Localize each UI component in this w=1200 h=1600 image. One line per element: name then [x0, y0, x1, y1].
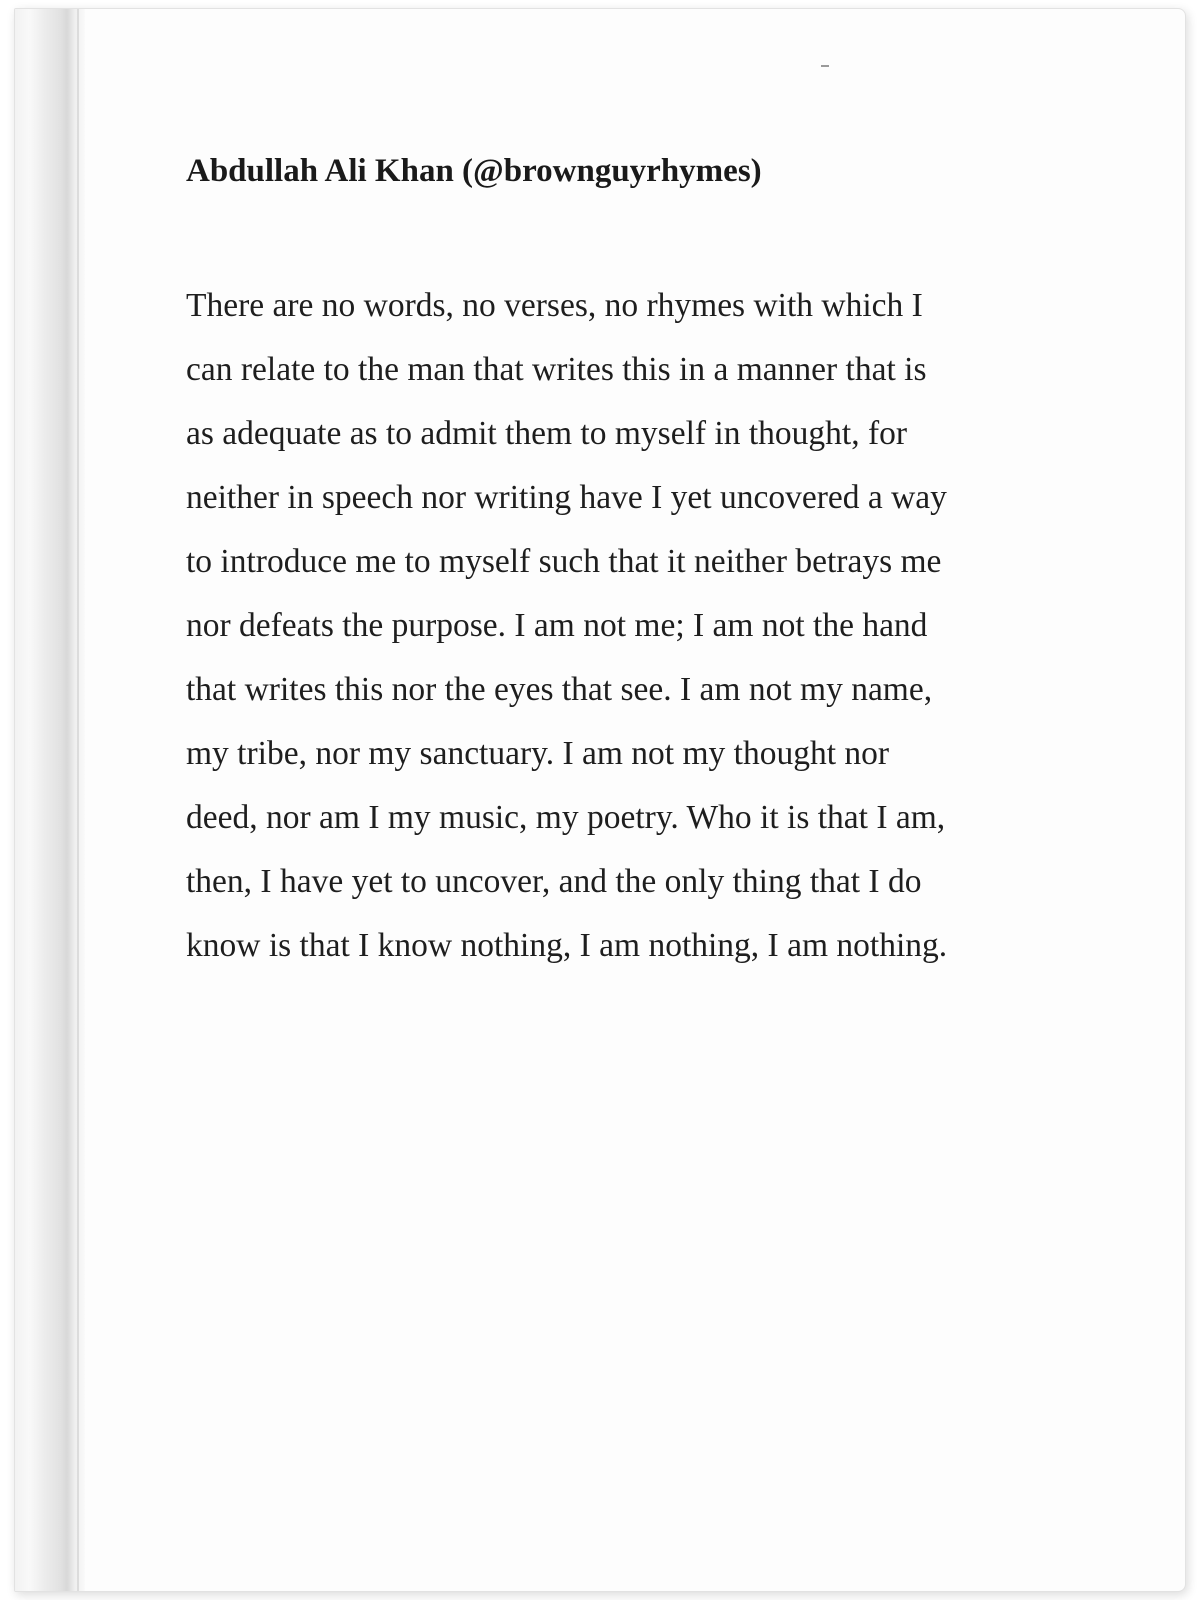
page-mark [821, 65, 829, 67]
text-line: that writes this nor the eyes that see. I am not my name, [186, 671, 933, 708]
text-line: There are no words, no verses, no rhymes with which I [186, 287, 923, 324]
text-line: my tribe, nor my sanctuary. I am not my thought nor [186, 735, 890, 772]
text-line: neither in speech nor writing have I yet uncovered a way [186, 479, 947, 516]
text-line: as adequate as to admit them to myself in thought, for [186, 415, 908, 452]
poem-paragraph [186, 274, 947, 978]
book-spine [15, 9, 85, 1591]
text-line: know is that I know nothing, I am nothing, I am nothing. [186, 927, 948, 964]
author-heading: Abdullah Ali Khan (@brownguyrhymes) [186, 153, 762, 189]
spine-crease [77, 9, 79, 1591]
text-line: to introduce me to myself such that it neither betrays me [186, 543, 942, 580]
text-line: can relate to the man that writes this in a manner that is [186, 351, 927, 388]
text-line: then, I have yet to uncover, and the only thing that I do [186, 863, 922, 900]
text-line: deed, nor am I my music, my poetry. Who it is that I am, [186, 799, 946, 836]
text-line: nor defeats the purpose. I am not me; I am not the hand [186, 607, 928, 644]
book-page [14, 8, 1186, 1592]
